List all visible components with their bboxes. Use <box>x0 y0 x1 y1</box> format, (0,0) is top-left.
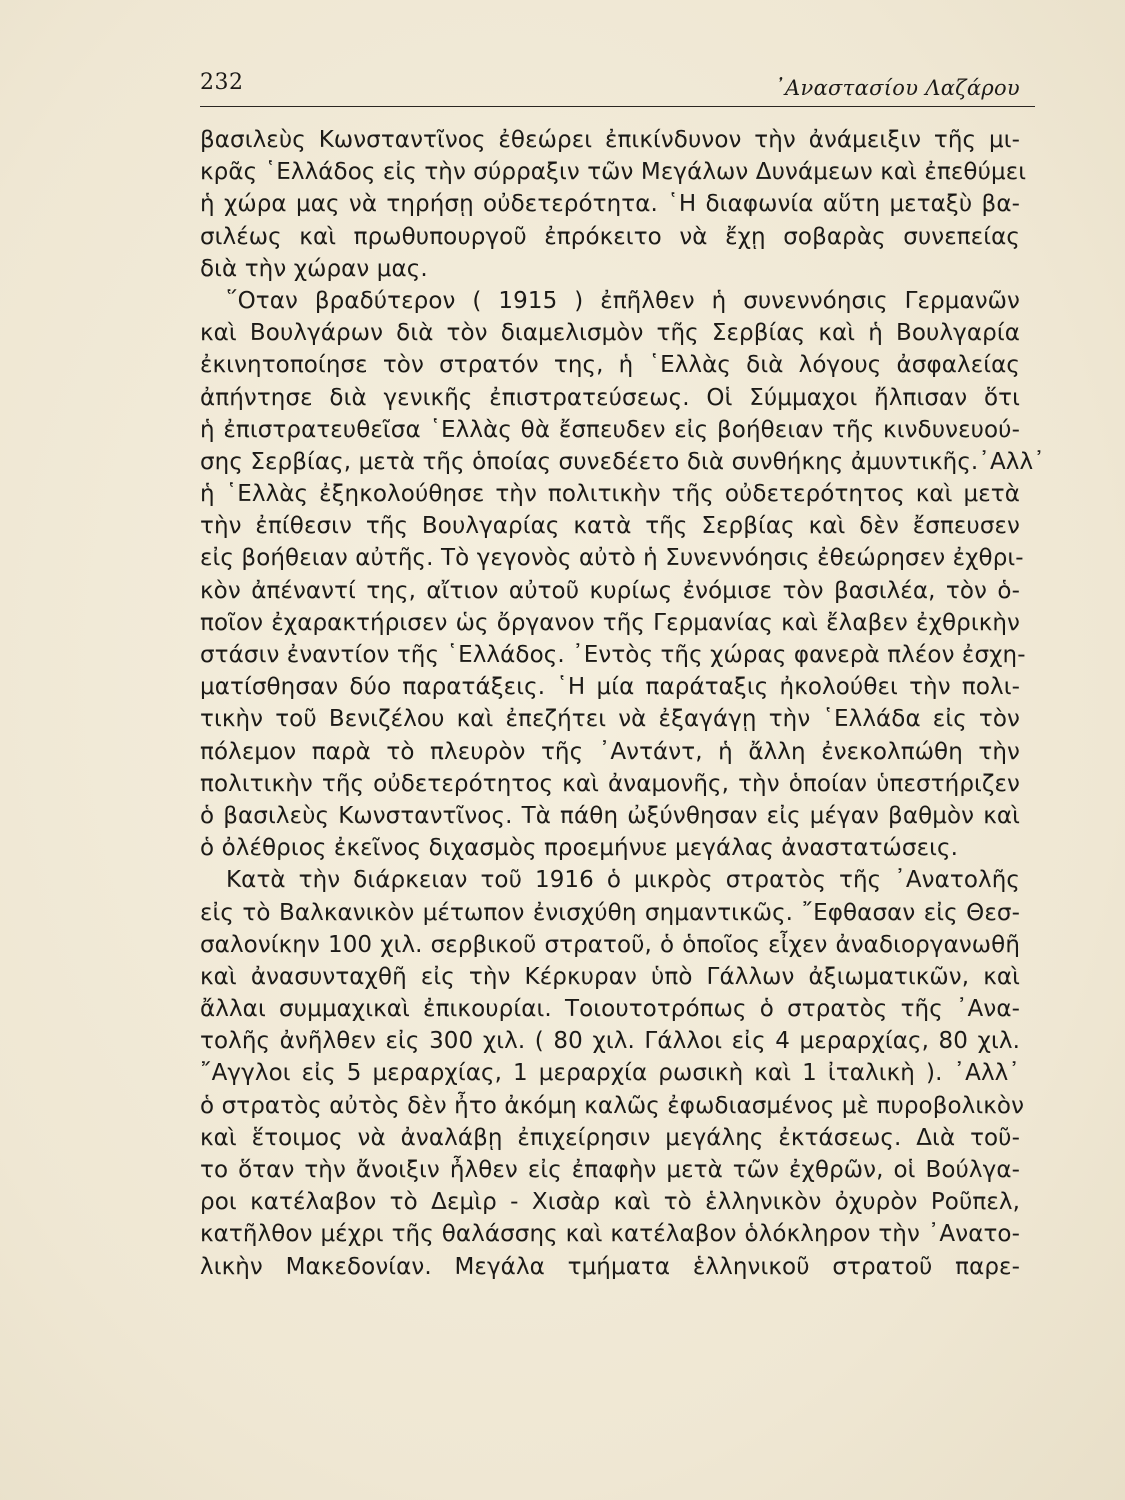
text-line: κὸν ἀπέναντί της, αἴτιον αὐτοῦ κυρίως ἐνόμισε τὸν βασιλέα, τὸν ὁ- <box>200 577 1020 604</box>
text-line: κρᾶς ῾Ελλάδος εἰς τὴν σύρραξιν τῶν Μεγάλων Δυνάμεων καὶ ἐπεθύμει <box>200 159 1027 186</box>
text-line: ἡ ῾Ελλὰς ἐξηκολούθησε τὴν πολιτικὴν τῆς οὐδετερότητος καὶ μετὰ <box>200 481 1020 508</box>
text-line: τὴν ἐπίθεσιν τῆς Βουλγαρίας κατὰ τῆς Σερβίας καὶ δὲν ἔσπευσεν <box>200 513 1020 540</box>
text-line: σης Σερβίας, μετὰ τῆς ὁποίας συνεδέετο διὰ συνθήκης ἀμυντικῆς.᾿Αλλ᾿ <box>200 448 1045 475</box>
page-number: 232 <box>200 70 244 95</box>
text-line: ἄλλαι συμμαχικαὶ ἐπικουρίαι. Τοιουτοτρόπως ὁ στρατὸς τῆς ᾿Ανα- <box>200 996 1020 1023</box>
page-header <box>200 70 1020 106</box>
text-line: σαλονίκην 100 χιλ. σερβικοῦ στρατοῦ, ὁ ὁποῖος εἶχεν ἀναδιοργανωθῆ <box>200 931 1020 958</box>
text-line: βασιλεὺς Κωνσταντῖνος ἐθεώρει ἐπικίνδυνον τὴν ἀνάμειξιν τῆς μι- <box>200 127 1020 153</box>
text-line: ματίσθησαν δύο παρατάξεις. ῾Η μία παράταξις ἠκολούθει τὴν πολι- <box>200 674 1020 701</box>
text-line: σιλέως καὶ πρωθυπουργοῦ ἐπρόκειτο νὰ ἔχῃ σοβαρὰς συνεπείας <box>200 223 1020 250</box>
text-line: καὶ ἕτοιμος νὰ ἀναλάβῃ ἐπιχείρησιν μεγάλης ἐκτάσεως. Διὰ τοῦ- <box>200 1124 1020 1151</box>
text-line: κατῆλθον μέχρι τῆς θαλάσσης καὶ κατέλαβον ὁλόκληρον τὴν ᾿Ανατο- <box>200 1221 1020 1248</box>
text-line: εἰς βοήθειαν αὐτῆς. Τὸ γεγονὸς αὐτὸ ἡ Συνεννόησις ἐθεώρησεν ἐχθρι- <box>200 545 1024 572</box>
text-line: τικὴν τοῦ Βενιζέλου καὶ ἐπεζήτει νὰ ἐξαγάγῃ τὴν ῾Ελλάδα εἰς τὸν <box>200 706 1020 733</box>
running-head: ᾿Αναστασίου Λαζάρου <box>774 76 1020 100</box>
text-line: ἀπήντησε διὰ γενικῆς ἐπιστρατεύσεως. Οἱ Σύμμαχοι ἤλπισαν ὅτι <box>200 384 1020 411</box>
text-line: ῞Οταν βραδύτερον ( 1915 ) ἐπῆλθεν ἡ συνεννόησις Γερμανῶν <box>226 287 1020 314</box>
text-line: το ὅταν τὴν ἄνοιξιν ἦλθεν εἰς ἐπαφὴν μετὰ τῶν ἐχθρῶν, οἱ Βούλγα- <box>200 1157 1020 1183</box>
body-text <box>200 124 1045 1283</box>
text-line: καὶ ἀνασυνταχθῆ εἰς τὴν Κέρκυραν ὑπὸ Γάλλων ἀξιωματικῶν, καὶ <box>200 963 1020 990</box>
text-line: πολιτικὴν τῆς οὐδετερότητος καὶ ἀναμονῆς, τὴν ὁποίαν ὑπεστήριζεν <box>200 770 1020 797</box>
text-line: πόλεμον παρὰ τὸ πλευρὸν τῆς ᾿Αντάντ, ἡ ἄλλη ἐνεκολπώθη τὴν <box>200 738 1020 765</box>
text-line: καὶ Βουλγάρων διὰ τὸν διαμελισμὸν τῆς Σερβίας καὶ ἡ Βουλγαρία <box>200 320 1020 347</box>
text-line: ἡ ἐπιστρατευθεῖσα ῾Ελλὰς θὰ ἔσπευδεν εἰς βοήθειαν τῆς κινδυνευού- <box>200 416 1020 443</box>
text-line: ὁ βασιλεὺς Κωνσταντῖνος. Τὰ πάθη ὠξύνθησαν εἰς μέγαν βαθμὸν καὶ <box>200 802 1020 829</box>
text-line: ἡ χώρα μας νὰ τηρήσῃ οὐδετερότητα. ῾Η διαφωνία αὕτη μεταξὺ βα- <box>200 191 1020 218</box>
text-line: Κατὰ τὴν διάρκειαν τοῦ 1916 ὁ μικρὸς στρατὸς τῆς ᾿Ανατολῆς <box>226 867 1020 894</box>
text-line: ροι κατέλαβον τὸ Δεμὶρ - Χισὰρ καὶ τὸ ἑλληνικὸν ὀχυρὸν Ροῦπελ, <box>200 1189 1020 1216</box>
text-line: λικὴν Μακεδονίαν. Μεγάλα τμήματα ἑλληνικοῦ στρατοῦ παρε- <box>200 1253 1020 1280</box>
text-line: διὰ τὴν χώραν μας. <box>200 255 428 282</box>
text-line: ἐκινητοποίησε τὸν στρατόν της, ἡ ῾Ελλὰς διὰ λόγους ἀσφαλείας <box>200 352 1020 379</box>
text-line: ὁ στρατὸς αὐτὸς δὲν ἦτο ἀκόμη καλῶς ἐφωδιασμένος μὲ πυροβολικὸν <box>200 1092 1025 1119</box>
text-line: ὁ ὀλέθριος ἐκεῖνος διχασμὸς προεμήνυε μεγάλας ἀναστατώσεις. <box>200 835 959 862</box>
text-line: στάσιν ἐναντίον τῆς ῾Ελλάδος. ᾿Εντὸς τῆς χώρας φανερὰ πλέον ἐσχη- <box>200 642 1026 668</box>
text-line: εἰς τὸ Βαλκανικὸν μέτωπον ἐνισχύθη σημαντικῶς. ῎Εφθασαν εἰς Θεσ- <box>200 899 1020 926</box>
text-line: τολῆς ἀνῆλθεν εἰς 300 χιλ. ( 80 χιλ. Γάλλοι εἰς 4 μεραρχίας, 80 χιλ. <box>200 1028 1020 1055</box>
text-line: ποῖον ἐχαρακτήρισεν ὡς ὄργανον τῆς Γερμανίας καὶ ἔλαβεν ἐχθρικὴν <box>200 609 1020 636</box>
header-rule <box>200 106 1035 107</box>
text-line: ῎Αγγλοι εἰς 5 μεραρχίας, 1 μεραρχία ρωσικὴ καὶ 1 ἰταλικὴ ). ᾿Αλλ᾿ <box>200 1060 1020 1087</box>
